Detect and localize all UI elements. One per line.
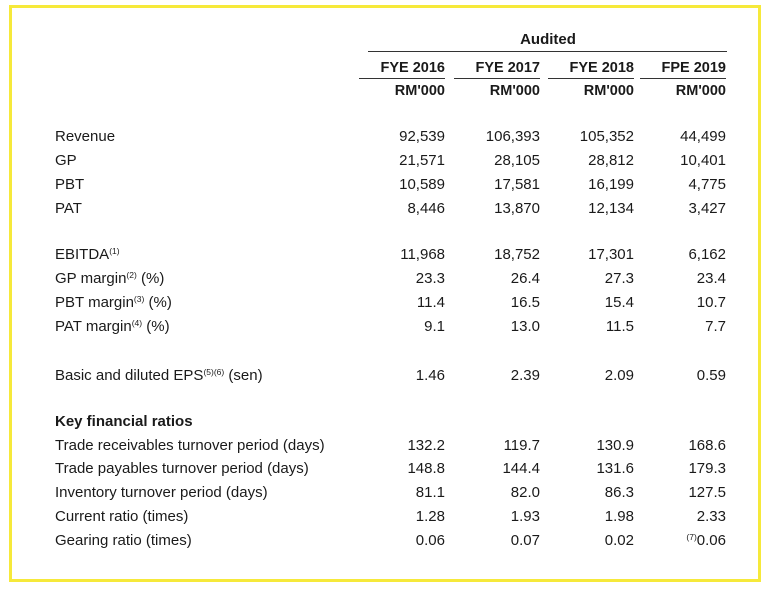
eps-row-value: 2.39 <box>510 367 540 384</box>
ratio-row-value: 2.33 <box>696 508 726 525</box>
eps-row-value: 1.46 <box>415 367 445 384</box>
ratio-row-value: 0.02 <box>604 532 634 549</box>
income-row-value: 28,105 <box>494 152 540 169</box>
income-row-value: 8,446 <box>407 200 445 217</box>
margin-row-value: 6,162 <box>688 246 726 263</box>
income-row-value: 3,427 <box>688 200 726 217</box>
margin-row-value: 9.1 <box>424 318 445 335</box>
ratio-row-label: Gearing ratio (times) <box>55 532 192 549</box>
income-row-value: 44,499 <box>680 128 726 145</box>
margin-row-value: 26.4 <box>510 270 540 287</box>
income-row-label: Revenue <box>55 128 116 145</box>
margin-row-value: 11.5 <box>605 318 634 335</box>
audited-heading: Audited <box>520 31 576 48</box>
ratio-row-value: 0.06 <box>415 532 445 549</box>
ratio-row-value: 119.7 <box>503 437 540 454</box>
column-period-header: FYE 2016 <box>380 60 445 76</box>
income-row-value: 13,870 <box>494 200 540 217</box>
eps-row-label: Basic and diluted $EPS^{(5)(6)}$ (sen) <box>55 367 263 384</box>
ratio-row-value: 86.3 <box>604 484 634 501</box>
ratio-row-label: Trade receivables turnover period (days) <box>55 437 325 454</box>
ratio-row-label: Current ratio (times) <box>55 508 189 525</box>
footnote-marker: (4) <box>131 318 143 328</box>
income-row-value: 10,589 <box>399 176 445 193</box>
column-unit-header: RM'000 <box>394 83 445 99</box>
income-row-label: PAT <box>55 200 82 217</box>
margin-row-label: PBT margin$^{(3)}$ (%) <box>55 294 172 311</box>
margin-row-value: 18,752 <box>494 246 540 263</box>
column-unit-header: RM'000 <box>583 83 634 99</box>
column-header-rule <box>359 78 445 79</box>
ratio-row-value: 82.0 <box>510 484 540 501</box>
income-row-value: 92,539 <box>399 128 445 145</box>
margin-row-value: 17,301 <box>588 246 634 263</box>
footnote-marker: (3) <box>133 294 145 304</box>
eps-row-value: 0.59 <box>696 367 726 384</box>
ratio-row-value: 144.4 <box>502 460 540 477</box>
footnote-marker: (5)(6) <box>203 367 225 377</box>
margin-row-value: 15.4 <box>604 294 634 311</box>
eps-row-value: 2.09 <box>604 367 634 384</box>
margin-row-value: 16.5 <box>510 294 540 311</box>
income-row-value: 16,199 <box>588 176 634 193</box>
ratio-row-value: 1.98 <box>604 508 634 525</box>
income-row-value: 12,134 <box>588 200 634 217</box>
footnote-marker: (7) <box>686 532 697 542</box>
ratio-row-value: 132.2 <box>407 437 445 454</box>
ratio-row-value: $^{(7)}$0.06 <box>686 532 726 549</box>
margin-row-value: 11.4 <box>416 294 445 311</box>
income-row-value: 10,401 <box>680 152 726 169</box>
margin-row-value: 10.7 <box>696 294 726 311</box>
ratio-row-label: Trade payables turnover period (days) <box>55 460 309 477</box>
column-period-header: FPE 2019 <box>661 60 726 76</box>
income-row-value: 106,393 <box>485 128 540 145</box>
ratio-row-value: 131.6 <box>596 460 634 477</box>
margin-row-value: 11,968 <box>400 246 445 263</box>
margin-row-label: EBITDA$^{(1)}$ <box>55 246 120 263</box>
ratio-row-value: 168.6 <box>688 437 726 454</box>
ratio-row-value: 148.8 <box>407 460 445 477</box>
audited-rule <box>368 51 727 52</box>
ratio-row-value: 1.93 <box>510 508 540 525</box>
ratio-row-value: 81.1 <box>415 484 445 501</box>
ratio-row-value: 1.28 <box>415 508 445 525</box>
income-row-value: 105,352 <box>579 128 634 145</box>
margin-row-label: GP margin$^{(2)}$ (%) <box>55 270 165 287</box>
ratio-row-value: 0.07 <box>510 532 540 549</box>
column-header-rule <box>548 78 634 79</box>
margin-row-value: 23.4 <box>696 270 726 287</box>
margin-row-value: 13.0 <box>510 318 540 335</box>
income-row-label: GP <box>55 152 77 169</box>
income-row-label: PBT <box>55 176 85 193</box>
margin-row-value: 7.7 <box>705 318 726 335</box>
column-header-rule <box>640 78 726 79</box>
ratio-row-value: 130.9 <box>596 437 634 454</box>
column-period-header: FYE 2018 <box>569 60 634 76</box>
income-row-value: 4,775 <box>688 176 726 193</box>
margin-row-value: 27.3 <box>604 270 634 287</box>
margin-row-value: 23.3 <box>415 270 445 287</box>
column-period-header: FYE 2017 <box>475 60 540 76</box>
column-header-rule <box>454 78 540 79</box>
ratio-row-value: 127.5 <box>688 484 726 501</box>
column-unit-header: RM'000 <box>489 83 540 99</box>
ratio-row-value: 179.3 <box>688 460 726 477</box>
income-row-value: 17,581 <box>494 176 540 193</box>
footnote-marker: (1) <box>109 246 120 256</box>
ratio-row-label: Inventory turnover period (days) <box>55 484 268 501</box>
income-row-value: 21,571 <box>399 152 445 169</box>
key-ratios-heading: Key financial ratios <box>55 413 193 430</box>
income-row-value: 28,812 <box>588 152 634 169</box>
footnote-marker: (2) <box>126 270 137 280</box>
column-unit-header: RM'000 <box>675 83 726 99</box>
margin-row-label: PAT margin$^{(4)}$ (%) <box>55 318 170 335</box>
